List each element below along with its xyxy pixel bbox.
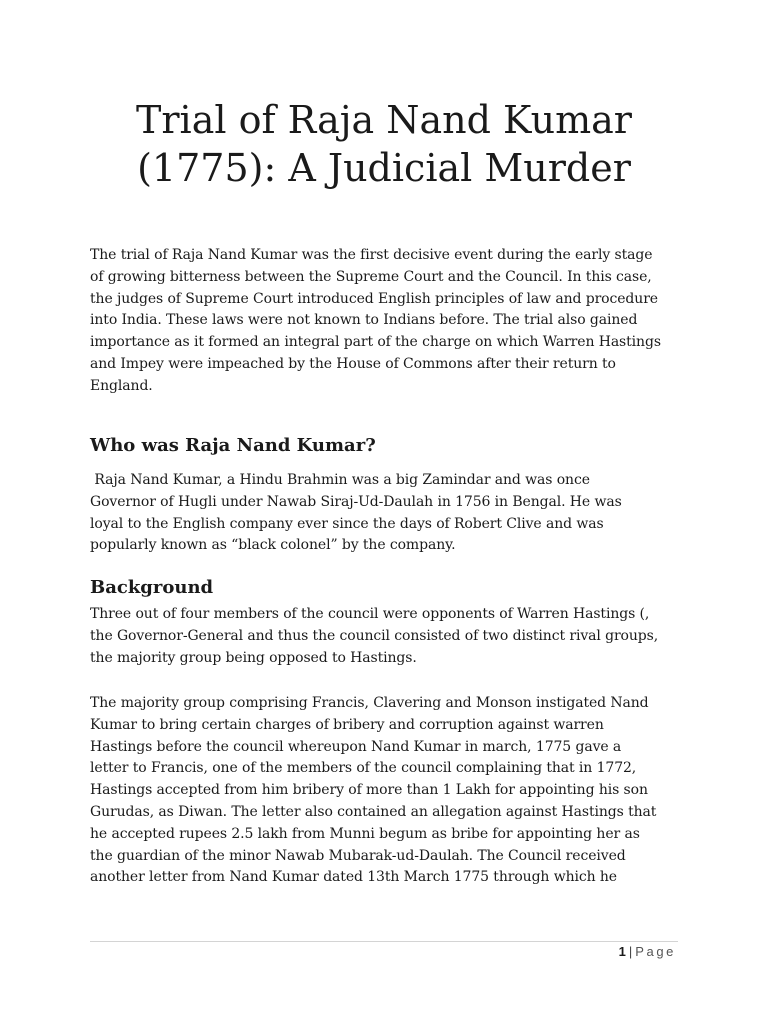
text-line: another letter from Nand Kumar dated 13th March 1775 through which he: [90, 869, 617, 886]
text-line: Hastings accepted from him bribery of more than 1 Lakh for appointing his son: [90, 782, 648, 799]
text-line: England.: [90, 377, 153, 394]
text-line: The majority group comprising Francis, Clavering and Monson instigated Nand: [90, 695, 649, 711]
background-paragraph-1: [90, 604, 690, 669]
intro-paragraph: [90, 245, 690, 398]
background-paragraph-2: [90, 693, 690, 889]
text-line: the judges of Supreme Court introduced English principles of law and procedure: [90, 290, 658, 307]
text-line: loyal to the English company ever since the days of Robert Clive and was: [90, 515, 604, 532]
text-line: the guardian of the minor Nawab Mubarak-ud-Daulah. The Council received: [90, 847, 626, 864]
page-number: 1: [618, 944, 626, 959]
document-title: [90, 96, 678, 192]
text-line: of growing bitterness between the Supreme Court and the Council. In this case,: [90, 268, 652, 285]
text-line: importance as it formed an integral part of the charge on which Warren Hastings: [90, 334, 661, 351]
text-line: letter to Francis, one of the members of the council complaining that in 1772,: [90, 760, 637, 777]
text-line: the Governor-General and thus the council consisted of two distinct rival groups,: [90, 627, 659, 644]
text-line: Three out of four members of the council were opponents of Warren Hastings (,: [90, 606, 650, 622]
text-line: he accepted rupees 2.5 lakh from Munni begum as bribe for appointing her as: [90, 825, 640, 842]
section-heading-background: Background: [90, 577, 214, 598]
text-line: popularly known as “black colonel” by the company.: [90, 537, 456, 554]
page-separator: |: [628, 944, 633, 959]
who-was-paragraph: [90, 470, 690, 557]
footer-divider: [90, 941, 678, 942]
text-line: the majority group being opposed to Hastings.: [90, 649, 417, 666]
text-line: Hastings before the council whereupon Nand Kumar in march, 1775 gave a: [90, 738, 622, 755]
text-line: Gurudas, as Diwan. The letter also contained an allegation against Hastings that: [90, 803, 657, 820]
page-number-footer: [619, 944, 676, 960]
text-line: and Impey were impeached by the House of Commons after their return to: [90, 355, 616, 372]
text-line: into India. These laws were not known to Indians before. The trial also gained: [90, 312, 638, 329]
page-word: Page: [635, 944, 676, 959]
text-line: Kumar to bring certain charges of bribery and corruption against warren: [90, 716, 604, 733]
title-line: Trial of Raja Nand Kumar: [136, 98, 632, 142]
text-line: Governor of Hugli under Nawab Siraj-Ud-Daulah in 1756 in Bengal. He was: [90, 493, 622, 510]
text-line: Raja Nand Kumar, a Hindu Brahmin was a big Zamindar and was once: [90, 472, 590, 488]
text-line: The trial of Raja Nand Kumar was the first decisive event during the early stage: [90, 247, 653, 263]
section-heading-who-was: Who was Raja Nand Kumar?: [90, 435, 376, 456]
title-line: (1775): A Judicial Murder: [137, 146, 631, 190]
